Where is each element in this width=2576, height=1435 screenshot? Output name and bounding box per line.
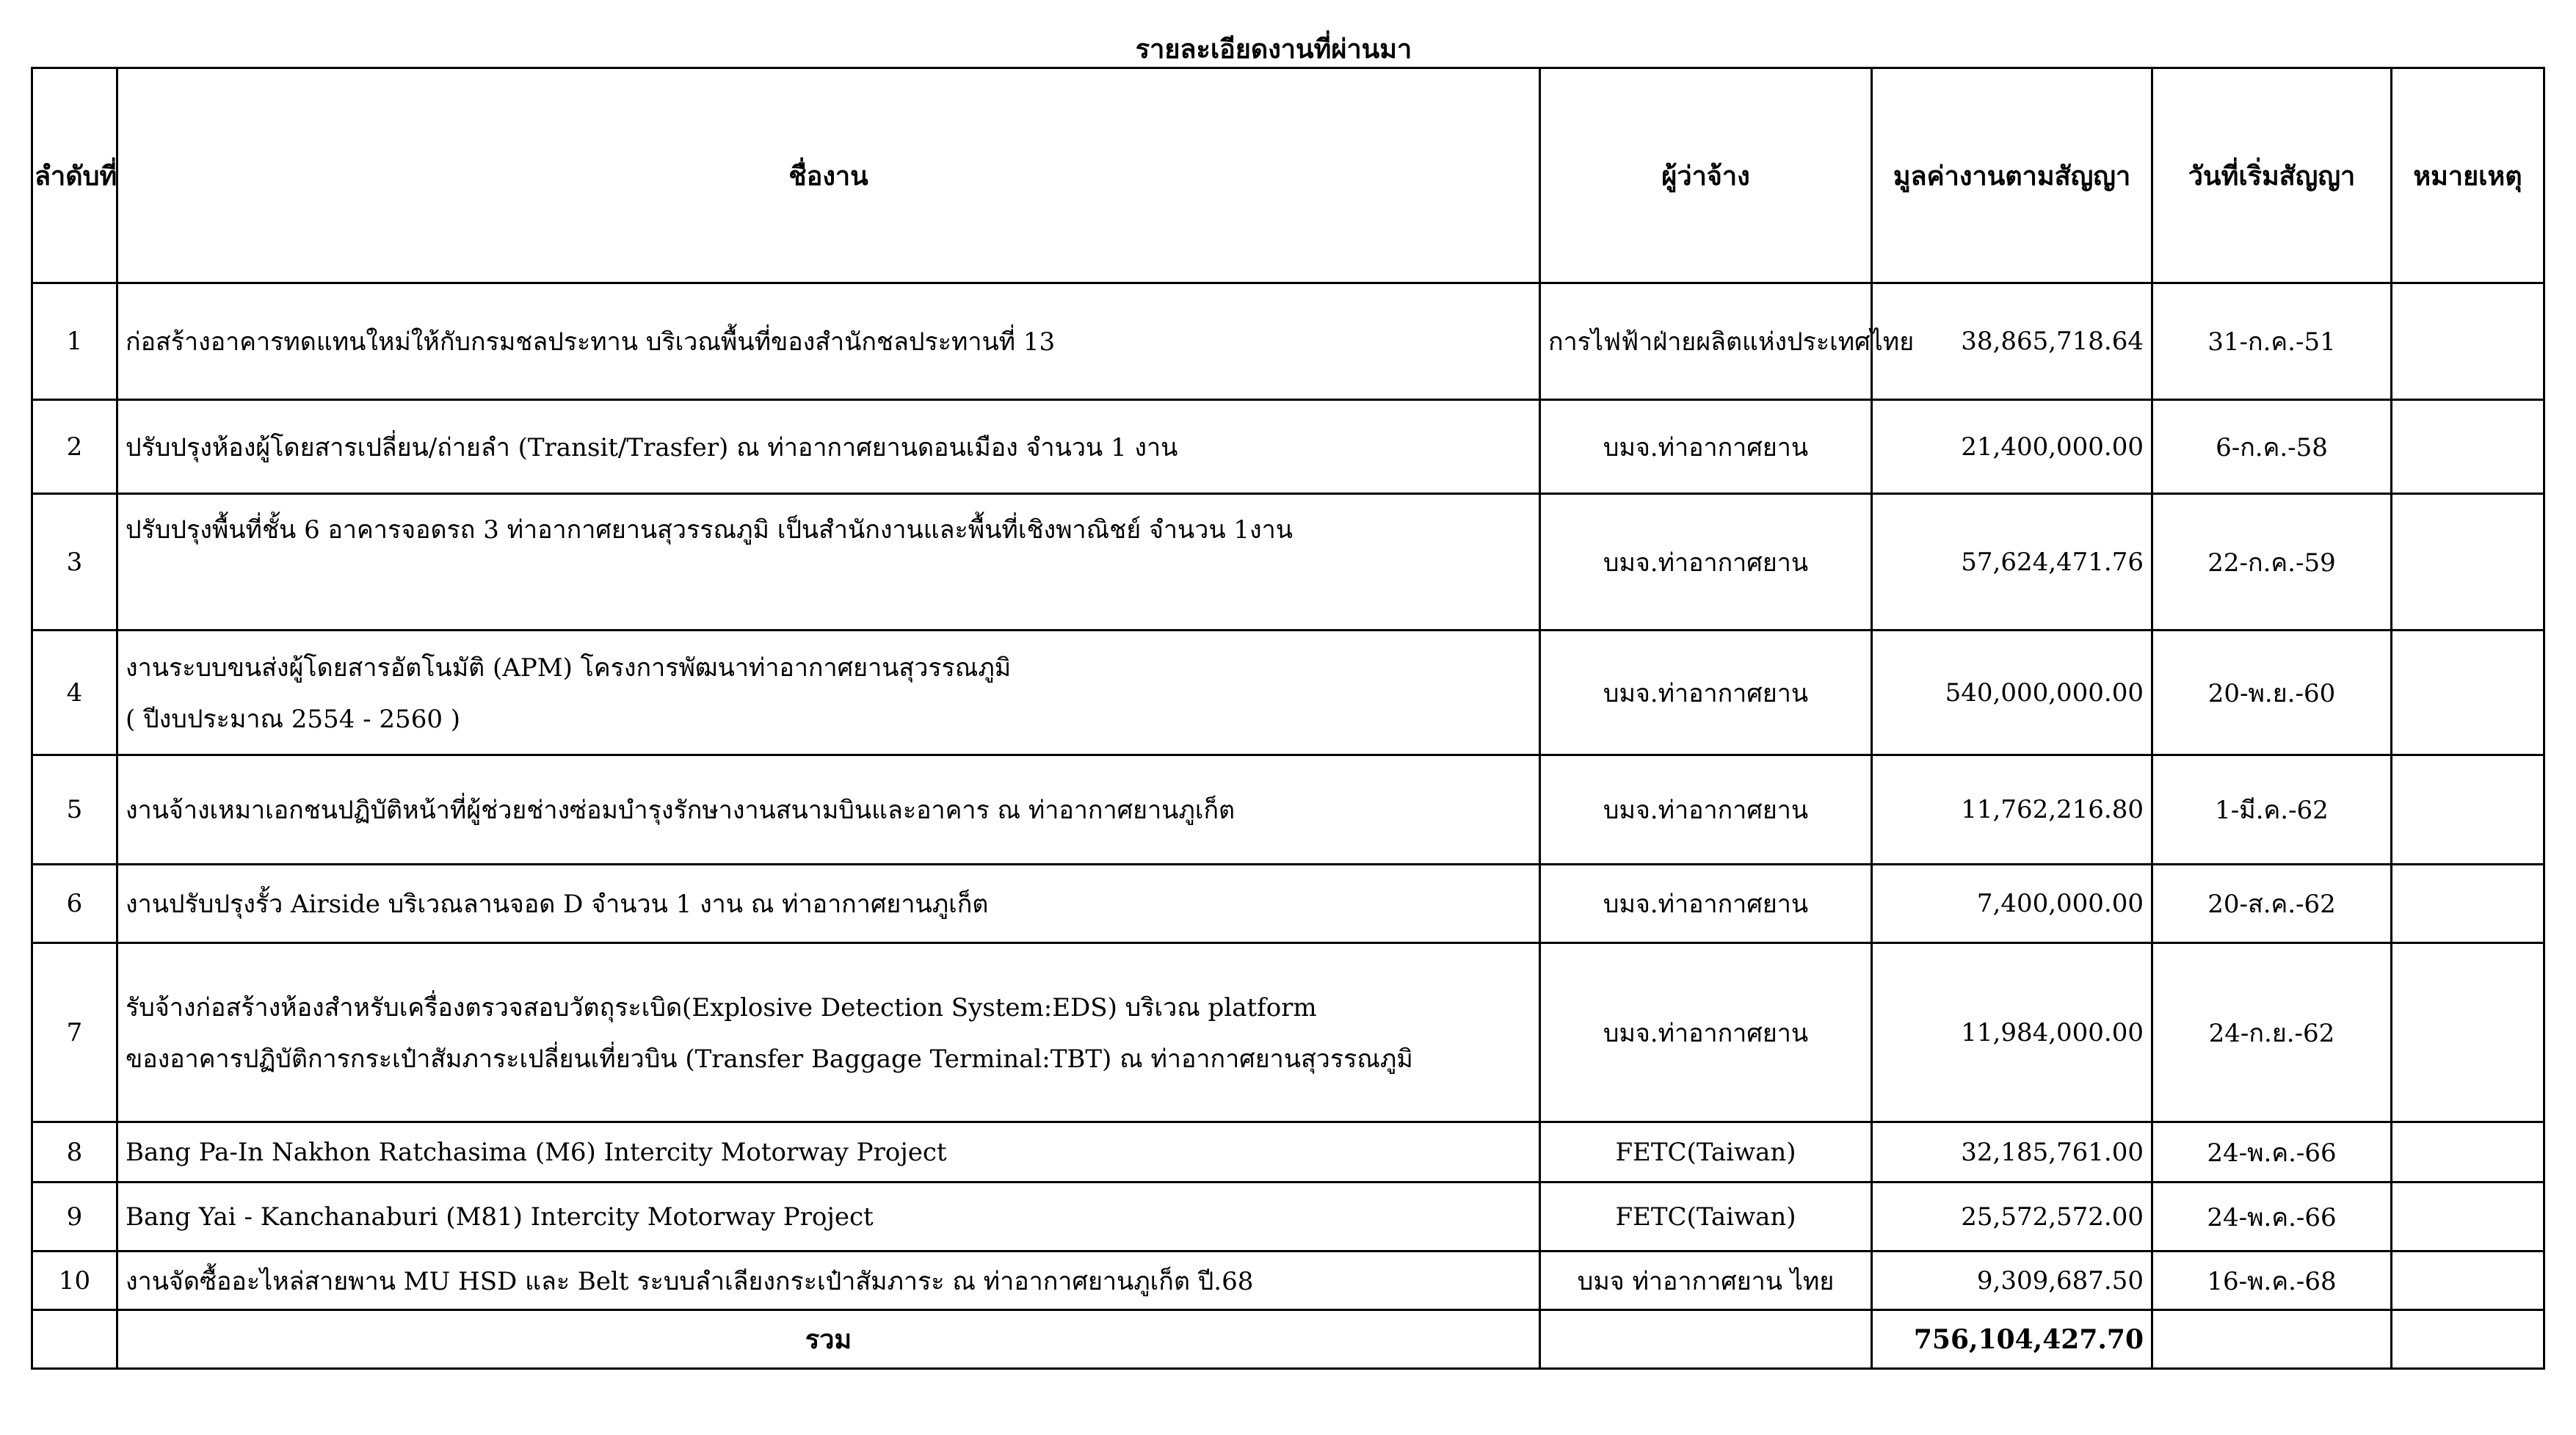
- table-row: [32, 1182, 2544, 1251]
- row-start-date: 24-พ.ค.-66: [2152, 1122, 2392, 1182]
- row-no: 3: [32, 494, 117, 631]
- row-employer: การไฟฟ้าฝ่ายผลิตแห่งประเทศไทย: [1540, 283, 1872, 400]
- row-employer: บมจ ท่าอากาศยาน ไทย: [1540, 1251, 1872, 1310]
- row-start-date: 24-ก.ย.-62: [2152, 943, 2392, 1122]
- row-start-date: 1-มี.ค.-62: [2152, 755, 2392, 865]
- table-row: [32, 631, 2544, 755]
- row-name: งานจ้างเหมาเอกชนปฏิบัติหน้าที่ผู้ช่วยช่างซ่อมบำรุงรักษางานสนามบินและอาคาร ณ ท่าอากาศยานภูเก็ต: [117, 755, 1540, 865]
- header-employer: ผู้ว่าจ้าง: [1540, 68, 1872, 283]
- table-row: [32, 1122, 2544, 1182]
- header-start-date: วันที่เริ่มสัญญา: [2152, 68, 2392, 283]
- row-employer: FETC(Taiwan): [1540, 1122, 1872, 1182]
- table-row: [32, 400, 2544, 494]
- row-start-date: 31-ก.ค.-51: [2152, 283, 2392, 400]
- total-value: 756,104,427.70: [1872, 1310, 2152, 1369]
- row-value: 9,309,687.50: [1872, 1251, 2152, 1310]
- row-value: 11,762,216.80: [1872, 755, 2152, 865]
- row-no: 2: [32, 400, 117, 494]
- table-row: [32, 755, 2544, 865]
- table-row: [32, 283, 2544, 400]
- row-name: Bang Yai - Kanchanaburi (M81) Intercity Motorway Project: [117, 1182, 1540, 1251]
- header-row: [32, 68, 2544, 283]
- table-row: [32, 1251, 2544, 1310]
- row-no: 10: [32, 1251, 117, 1310]
- total-employer-cell: [1540, 1310, 1872, 1369]
- row-start-date: 20-พ.ย.-60: [2152, 631, 2392, 755]
- row-remark: [2392, 755, 2544, 865]
- total-label: รวม: [117, 1310, 1540, 1369]
- row-no: 4: [32, 631, 117, 755]
- row-employer: บมจ.ท่าอากาศยาน: [1540, 631, 1872, 755]
- row-value: 21,400,000.00: [1872, 400, 2152, 494]
- row-name: ปรับปรุงห้องผู้โดยสารเปลี่ยน/ถ่ายลำ (Transit/Trasfer) ณ ท่าอากาศยานดอนเมือง จำนวน 1 งาน: [117, 400, 1540, 494]
- row-remark: [2392, 400, 2544, 494]
- row-start-date: 6-ก.ค.-58: [2152, 400, 2392, 494]
- header-no: ลำดับที่: [32, 68, 117, 283]
- row-start-date: 20-ส.ค.-62: [2152, 865, 2392, 943]
- row-remark: [2392, 1182, 2544, 1251]
- row-value: 57,624,471.76: [1872, 494, 2152, 631]
- row-name: [117, 631, 1540, 755]
- row-value: 32,185,761.00: [1872, 1122, 2152, 1182]
- row-value: 11,984,000.00: [1872, 943, 2152, 1122]
- row-remark: [2392, 494, 2544, 631]
- row-name: Bang Pa-In Nakhon Ratchasima (M6) Intercity Motorway Project: [117, 1122, 1540, 1182]
- row-employer: บมจ.ท่าอากาศยาน: [1540, 494, 1872, 631]
- table-row: [32, 865, 2544, 943]
- total-date-cell: [2152, 1310, 2392, 1369]
- row-value: 38,865,718.64: [1872, 283, 2152, 400]
- row-remark: [2392, 943, 2544, 1122]
- total-remark-cell: [2392, 1310, 2544, 1369]
- row-employer: บมจ.ท่าอากาศยาน: [1540, 865, 1872, 943]
- row-name-line-1: งานระบบขนส่งผู้โดยสารอัตโนมัติ (APM) โครงการพัฒนาท่าอากาศยานสุวรรณภูมิ: [126, 653, 1012, 683]
- header-value: มูลค่างานตามสัญญา: [1872, 68, 2152, 283]
- row-remark: [2392, 1251, 2544, 1310]
- row-no: 9: [32, 1182, 117, 1251]
- row-no: 6: [32, 865, 117, 943]
- row-employer: บมจ.ท่าอากาศยาน: [1540, 755, 1872, 865]
- row-name-line-1: รับจ้างก่อสร้างห้องสำหรับเครื่องตรวจสอบวัตถุระเบิด(Explosive Detection System:EDS) บริเวณ platform: [126, 992, 1317, 1022]
- row-employer: บมจ.ท่าอากาศยาน: [1540, 943, 1872, 1122]
- row-no: 1: [32, 283, 117, 400]
- row-name-line-2: ของอาคารปฏิบัติการกระเป๋าสัมภาระเปลี่ยนเที่ยวบิน (Transfer Baggage Terminal:TBT) ณ ท่าอากาศยานสุวรรณภูมิ: [126, 1044, 1413, 1074]
- header-remark: หมายเหตุ: [2392, 68, 2544, 283]
- row-name: ก่อสร้างอาคารทดแทนใหม่ให้กับกรมชลประทาน บริเวณพื้นที่ของสำนักชลประทานที่ 13: [117, 283, 1540, 400]
- row-no: 5: [32, 755, 117, 865]
- row-name: งานจัดซื้ออะไหล่สายพาน MU HSD และ Belt ระบบลำเลียงกระเป๋าสัมภาระ ณ ท่าอากาศยานภูเก็ต ปี.68: [117, 1251, 1540, 1310]
- row-start-date: 16-พ.ค.-68: [2152, 1251, 2392, 1310]
- row-employer: บมจ.ท่าอากาศยาน: [1540, 400, 1872, 494]
- row-remark: [2392, 631, 2544, 755]
- row-value: 7,400,000.00: [1872, 865, 2152, 943]
- row-no: 7: [32, 943, 117, 1122]
- total-no-cell: [32, 1310, 117, 1369]
- row-name: ปรับปรุงพื้นที่ชั้น 6 อาคารจอดรถ 3 ท่าอากาศยานสุวรรณภูมิ เป็นสำนักงานและพื้นที่เชิงพาณิชย์ จำนวน 1งาน: [117, 494, 1540, 631]
- row-employer: FETC(Taiwan): [1540, 1182, 1872, 1251]
- row-name: งานปรับปรุงรั้ว Airside บริเวณลานจอด D จำนวน 1 งาน ณ ท่าอากาศยานภูเก็ต: [117, 865, 1540, 943]
- row-remark: [2392, 1122, 2544, 1182]
- header-name: ชื่องาน: [117, 68, 1540, 283]
- row-no: 8: [32, 1122, 117, 1182]
- row-name-line-2: ( ปีงบประมาณ 2554 - 2560 ): [126, 704, 461, 734]
- total-row: [32, 1310, 2544, 1369]
- row-remark: [2392, 865, 2544, 943]
- row-start-date: 22-ก.ค.-59: [2152, 494, 2392, 631]
- row-start-date: 24-พ.ค.-66: [2152, 1182, 2392, 1251]
- page-title: รายละเอียดงานที่ผ่านมา: [1135, 34, 1412, 65]
- row-remark: [2392, 283, 2544, 400]
- row-value: 25,572,572.00: [1872, 1182, 2152, 1251]
- past-works-table: [31, 67, 2545, 1370]
- row-value: 540,000,000.00: [1872, 631, 2152, 755]
- table-row: [32, 494, 2544, 631]
- row-name: [117, 943, 1540, 1122]
- table-row: [32, 943, 2544, 1122]
